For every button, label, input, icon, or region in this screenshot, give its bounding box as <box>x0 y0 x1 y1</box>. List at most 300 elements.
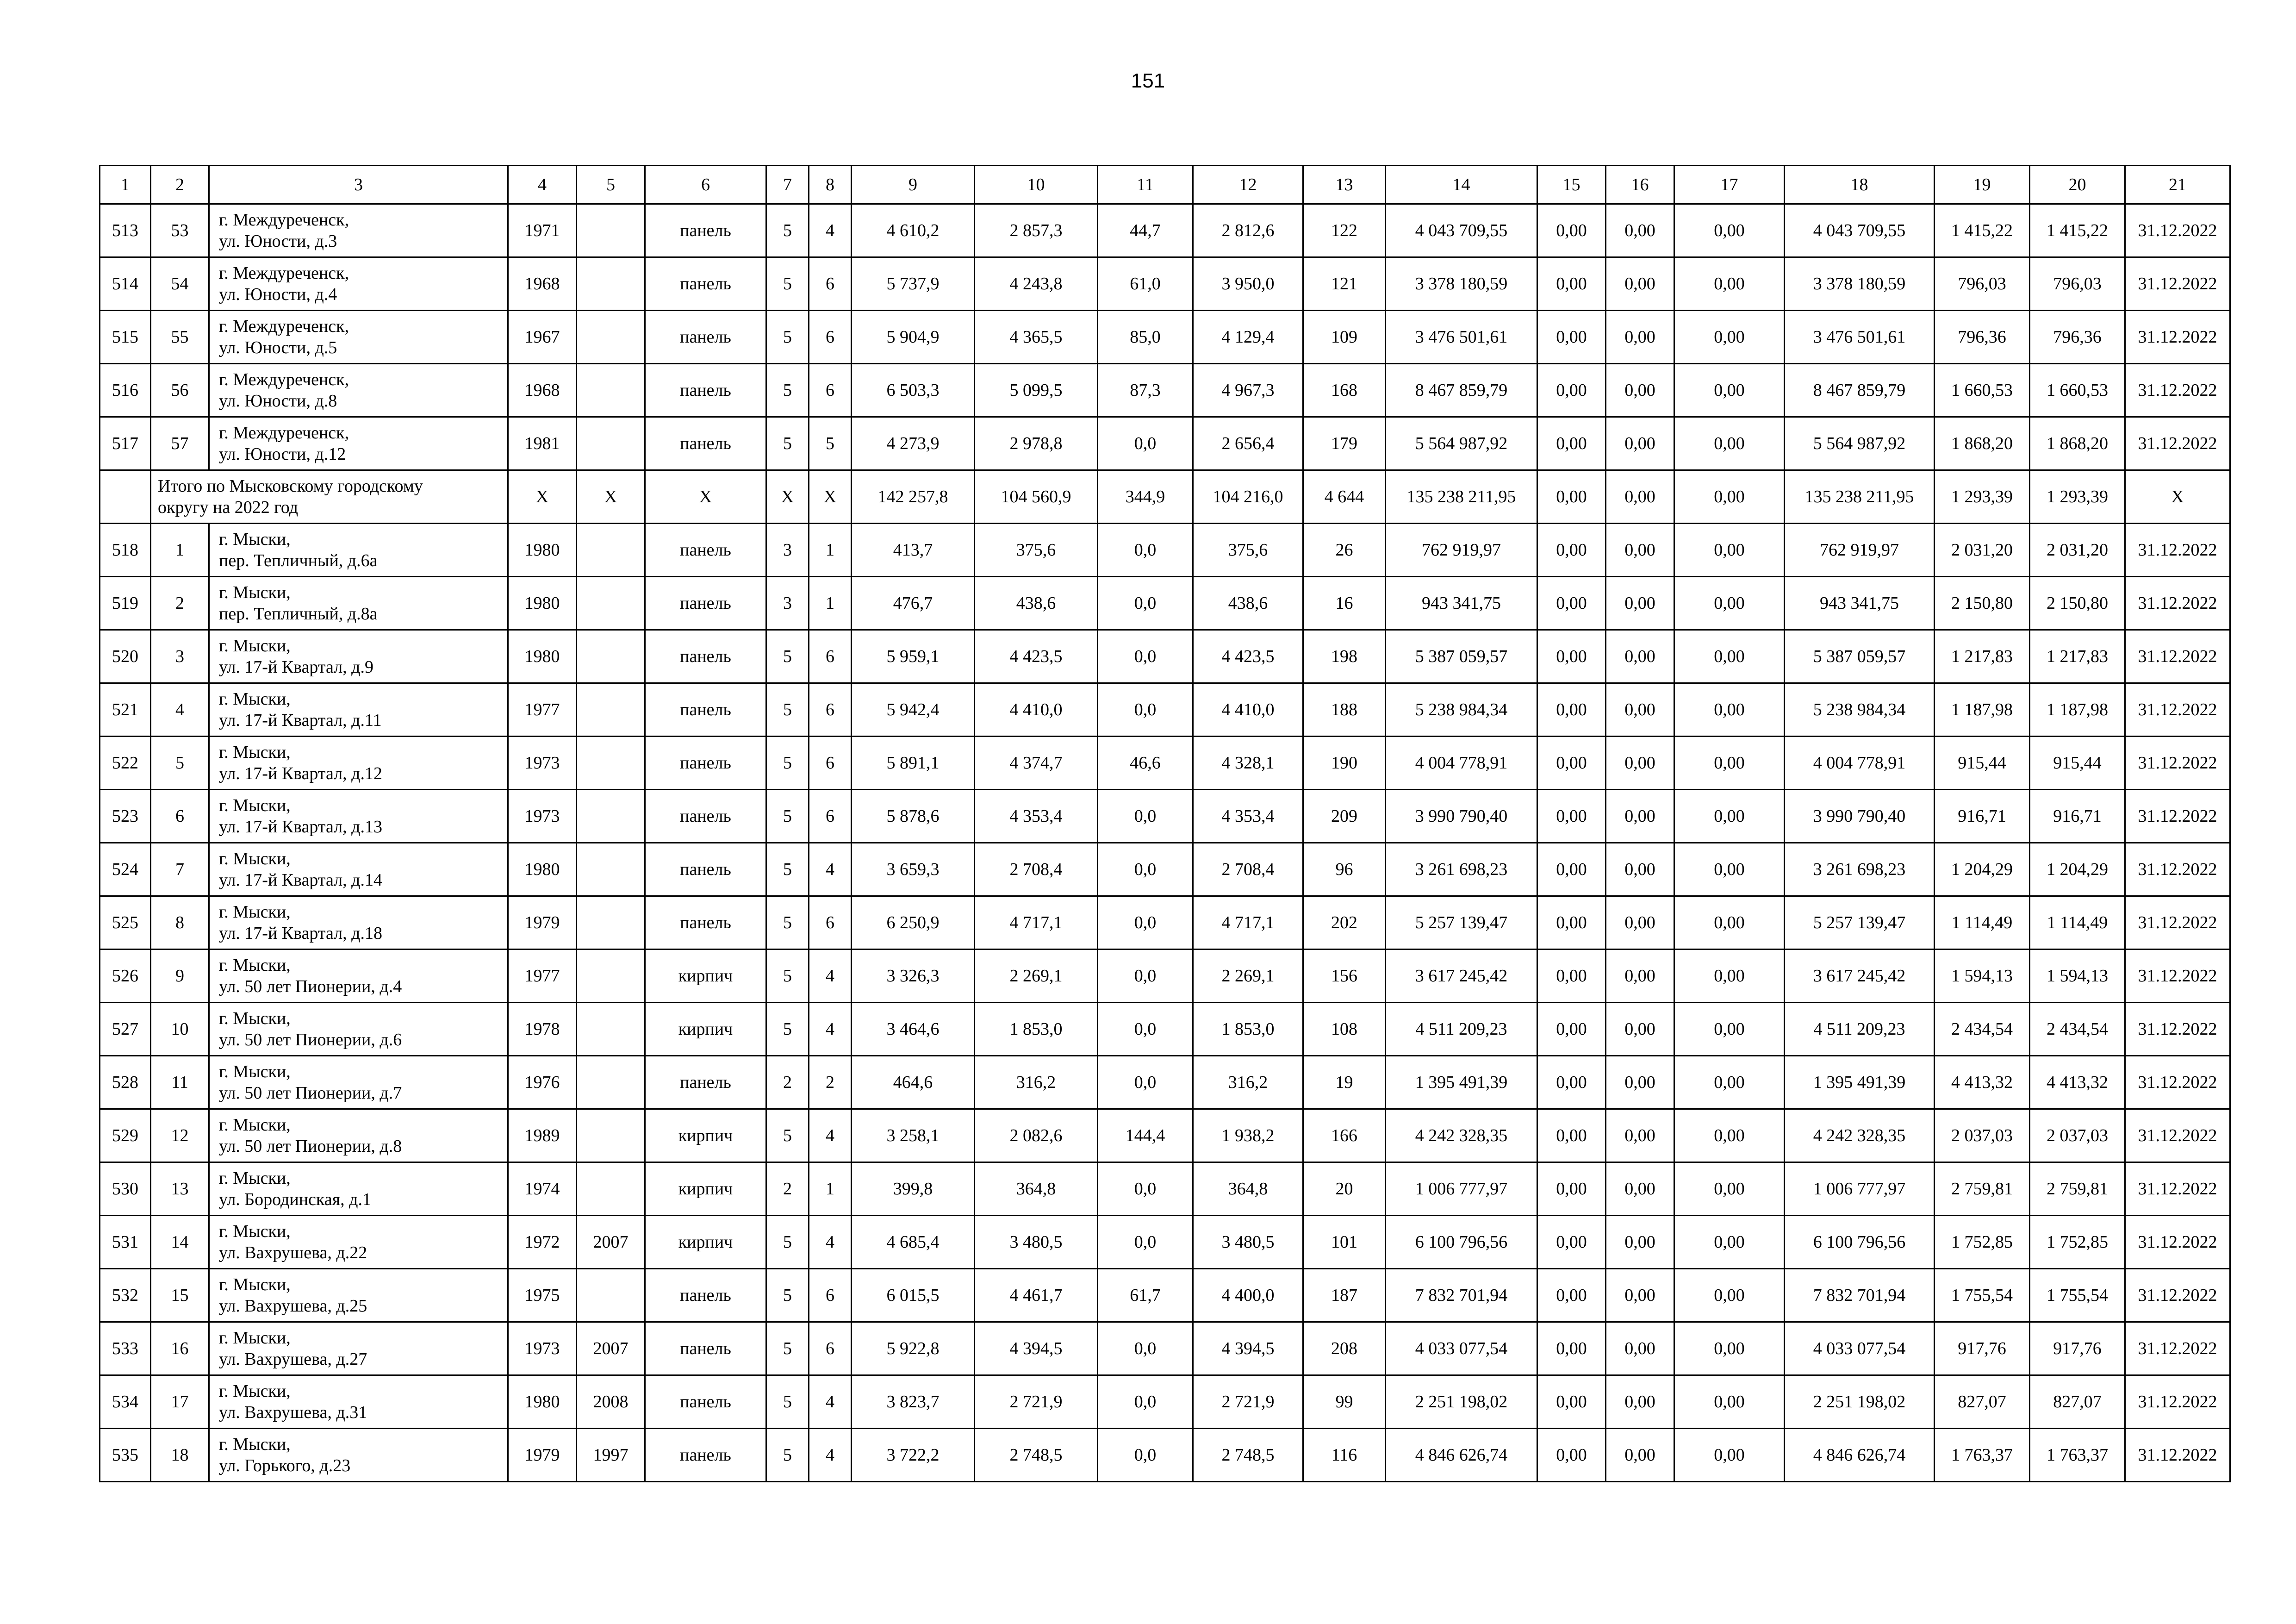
table-cell: 2 031,20 <box>1935 524 2030 577</box>
local-number-cell: 1 <box>151 524 209 577</box>
table-cell: 1975 <box>508 1269 577 1322</box>
table-cell: 4 <box>809 1003 852 1056</box>
address-city: г. Мыски, <box>219 1222 291 1241</box>
table-cell <box>577 577 645 630</box>
address-cell <box>209 896 508 949</box>
table-cell: 5 <box>766 364 809 417</box>
table-cell: 5 564 987,92 <box>1386 417 1537 470</box>
table-cell: 0,00 <box>1537 204 1606 257</box>
table-cell: 4 717,1 <box>975 896 1098 949</box>
address-cell <box>209 417 508 470</box>
table-cell: 31.12.2022 <box>2125 683 2230 737</box>
local-number-cell: 9 <box>151 949 209 1003</box>
summary-row <box>100 470 2230 524</box>
table-cell: 5 942,4 <box>852 683 975 737</box>
table-cell: 3 617 245,42 <box>1386 949 1537 1003</box>
address-street: ул. Юности, д.8 <box>219 391 337 411</box>
table-cell: 0,00 <box>1674 949 1785 1003</box>
address-street: ул. Вахрушева, д.22 <box>219 1243 367 1262</box>
table-cell: 1997 <box>577 1429 645 1482</box>
local-number-cell: 18 <box>151 1429 209 1482</box>
table-cell: 96 <box>1303 843 1386 896</box>
table-cell: 0,00 <box>1674 737 1785 790</box>
table-cell: 4 004 778,91 <box>1386 737 1537 790</box>
table-cell: панель <box>645 843 766 896</box>
table-cell: 31.12.2022 <box>2125 1216 2230 1269</box>
table-cell: 209 <box>1303 790 1386 843</box>
table-cell: 6 <box>809 790 852 843</box>
table-cell: 2 031,20 <box>2030 524 2125 577</box>
table-cell: 19 <box>1303 1056 1386 1109</box>
table-cell: 31.12.2022 <box>2125 1162 2230 1216</box>
table-cell: 31.12.2022 <box>2125 737 2230 790</box>
local-number-cell: 16 <box>151 1322 209 1375</box>
table-cell: 0,00 <box>1674 896 1785 949</box>
table-cell: 796,03 <box>2030 257 2125 311</box>
column-number: 15 <box>1537 166 1606 204</box>
column-number: 8 <box>809 166 852 204</box>
address-street: ул. Юности, д.12 <box>219 444 346 464</box>
table-cell: 109 <box>1303 311 1386 364</box>
table-cell: 5 257 139,47 <box>1386 896 1537 949</box>
table-cell: 6 100 796,56 <box>1785 1216 1935 1269</box>
table-cell: 0,00 <box>1674 1109 1785 1162</box>
table-cell: 0,00 <box>1606 1375 1674 1429</box>
table-cell <box>577 257 645 311</box>
table-cell: 1 006 777,97 <box>1386 1162 1537 1216</box>
table-cell: 0,00 <box>1537 1109 1606 1162</box>
local-number-cell: 6 <box>151 790 209 843</box>
table-cell: 187 <box>1303 1269 1386 1322</box>
table-cell: 4 365,5 <box>975 311 1098 364</box>
table-cell: 4 <box>809 949 852 1003</box>
table-cell: 0,00 <box>1674 577 1785 630</box>
table-cell: 2 656,4 <box>1193 417 1303 470</box>
row-number-cell: 529 <box>100 1109 151 1162</box>
summary-cell: 135 238 211,95 <box>1785 470 1935 524</box>
table-row <box>100 683 2230 737</box>
table-cell: 0,0 <box>1098 417 1193 470</box>
table-cell: 5 564 987,92 <box>1785 417 1935 470</box>
table-cell: 3 990 790,40 <box>1386 790 1537 843</box>
table-cell: 5 387 059,57 <box>1386 630 1537 683</box>
address-cell <box>209 311 508 364</box>
address-cell <box>209 1216 508 1269</box>
table-cell: кирпич <box>645 1109 766 1162</box>
summary-cell: 0,00 <box>1537 470 1606 524</box>
table-cell: 4 846 626,74 <box>1785 1429 1935 1482</box>
table-cell: 0,00 <box>1537 949 1606 1003</box>
address-cell <box>209 577 508 630</box>
table-cell: 1 594,13 <box>2030 949 2125 1003</box>
table-cell: 1 853,0 <box>1193 1003 1303 1056</box>
table-cell: панель <box>645 257 766 311</box>
table-cell: 1 <box>809 524 852 577</box>
table-cell: 4 243,8 <box>975 257 1098 311</box>
address-cell <box>209 257 508 311</box>
table-cell: 5 <box>766 1216 809 1269</box>
table-cell: 2 857,3 <box>975 204 1098 257</box>
table-row <box>100 896 2230 949</box>
table-cell: 0,00 <box>1537 257 1606 311</box>
table-cell: 4 967,3 <box>1193 364 1303 417</box>
table-cell: панель <box>645 1375 766 1429</box>
column-number: 13 <box>1303 166 1386 204</box>
table-cell: 0,00 <box>1537 1162 1606 1216</box>
table-row <box>100 737 2230 790</box>
table-cell: 1 763,37 <box>1935 1429 2030 1482</box>
table-cell: 5 737,9 <box>852 257 975 311</box>
table-cell: панель <box>645 683 766 737</box>
table-cell: 5 <box>766 1375 809 1429</box>
address-city: г. Мыски, <box>219 689 291 709</box>
table-cell: 0,00 <box>1537 311 1606 364</box>
local-number-cell: 54 <box>151 257 209 311</box>
table-cell: 31.12.2022 <box>2125 1269 2230 1322</box>
table-cell: 4 685,4 <box>852 1216 975 1269</box>
table-cell: 1976 <box>508 1056 577 1109</box>
table-cell: 4 <box>809 1109 852 1162</box>
address-cell <box>209 949 508 1003</box>
table-cell: 1972 <box>508 1216 577 1269</box>
table-cell: 8 467 859,79 <box>1785 364 1935 417</box>
table-cell: панель <box>645 1269 766 1322</box>
column-number: 6 <box>645 166 766 204</box>
table-cell: панель <box>645 577 766 630</box>
local-number-cell: 15 <box>151 1269 209 1322</box>
table-cell: 4 <box>809 843 852 896</box>
address-street: ул. 17-й Квартал, д.13 <box>219 817 383 837</box>
table-cell <box>577 524 645 577</box>
table-cell: 31.12.2022 <box>2125 1375 2230 1429</box>
column-number-row <box>100 166 2230 204</box>
table-cell: 2 759,81 <box>2030 1162 2125 1216</box>
table-cell <box>577 843 645 896</box>
table-cell: 4 <box>809 1429 852 1482</box>
table-cell: 2 708,4 <box>975 843 1098 896</box>
table-cell: 1 204,29 <box>2030 843 2125 896</box>
table-cell: 0,0 <box>1098 896 1193 949</box>
address-street: пер. Тепличный, д.8а <box>219 604 378 624</box>
local-number-cell: 3 <box>151 630 209 683</box>
table-cell: 2007 <box>577 1322 645 1375</box>
summary-empty-cell <box>100 470 151 524</box>
table-cell: 198 <box>1303 630 1386 683</box>
column-number: 9 <box>852 166 975 204</box>
table-cell: 31.12.2022 <box>2125 524 2230 577</box>
row-number-cell: 530 <box>100 1162 151 1216</box>
summary-cell: X <box>2125 470 2230 524</box>
address-cell <box>209 1003 508 1056</box>
table-cell: 4 242 328,35 <box>1785 1109 1935 1162</box>
table-cell: 0,00 <box>1674 790 1785 843</box>
table-cell: 4 511 209,23 <box>1386 1003 1537 1056</box>
summary-cell: 0,00 <box>1606 470 1674 524</box>
summary-cell: 104 216,0 <box>1193 470 1303 524</box>
table-cell: 4 <box>809 1375 852 1429</box>
table-cell: 0,00 <box>1537 790 1606 843</box>
table-cell: 2 082,6 <box>975 1109 1098 1162</box>
row-number-cell: 516 <box>100 364 151 417</box>
table-cell: 2 708,4 <box>1193 843 1303 896</box>
address-cell <box>209 364 508 417</box>
row-number-cell: 524 <box>100 843 151 896</box>
table-cell: 1980 <box>508 630 577 683</box>
row-number-cell: 520 <box>100 630 151 683</box>
table-cell: 1 660,53 <box>1935 364 2030 417</box>
column-number: 21 <box>2125 166 2230 204</box>
table-cell: 5 878,6 <box>852 790 975 843</box>
summary-label <box>151 470 508 524</box>
table-cell: 0,0 <box>1098 524 1193 577</box>
table-cell: 0,00 <box>1606 1162 1674 1216</box>
table-cell: 6 015,5 <box>852 1269 975 1322</box>
table-row <box>100 949 2230 1003</box>
address-cell <box>209 843 508 896</box>
table-row <box>100 1056 2230 1109</box>
table-cell <box>577 417 645 470</box>
address-street: ул. Вахрушева, д.25 <box>219 1296 367 1316</box>
summary-cell: 1 293,39 <box>2030 470 2125 524</box>
address-city: г. Мыски, <box>219 1115 291 1135</box>
summary-label-line1: Итого по Мысковскому городскому <box>158 476 423 496</box>
table-cell: 5 <box>766 311 809 364</box>
table-cell: 0,0 <box>1098 1322 1193 1375</box>
table-cell: 0,00 <box>1674 683 1785 737</box>
table-cell: 6 <box>809 896 852 949</box>
table-cell: 87,3 <box>1098 364 1193 417</box>
table-cell: 6 <box>809 737 852 790</box>
table-cell: 1980 <box>508 843 577 896</box>
table-cell: 0,00 <box>1606 1322 1674 1375</box>
table-cell: 0,00 <box>1674 311 1785 364</box>
table-cell: 0,00 <box>1674 843 1785 896</box>
row-number-cell: 528 <box>100 1056 151 1109</box>
summary-cell: X <box>766 470 809 524</box>
column-number: 7 <box>766 166 809 204</box>
address-city: г. Мыски, <box>219 956 291 975</box>
table-cell: 5 <box>809 417 852 470</box>
summary-cell: X <box>577 470 645 524</box>
table-cell: 0,0 <box>1098 949 1193 1003</box>
table-cell: 1971 <box>508 204 577 257</box>
table-cell: 1977 <box>508 683 577 737</box>
table-cell: 2 <box>766 1056 809 1109</box>
table-cell: 0,00 <box>1606 1269 1674 1322</box>
table-row <box>100 1162 2230 1216</box>
table-cell: 5 257 139,47 <box>1785 896 1935 949</box>
local-number-cell: 53 <box>151 204 209 257</box>
address-city: г. Мыски, <box>219 902 291 922</box>
table-cell <box>577 311 645 364</box>
column-number: 2 <box>151 166 209 204</box>
table-cell: 1979 <box>508 896 577 949</box>
table-cell: кирпич <box>645 949 766 1003</box>
table-cell: 31.12.2022 <box>2125 311 2230 364</box>
table-cell: 5 <box>766 1109 809 1162</box>
table-cell: 1 217,83 <box>1935 630 2030 683</box>
table-cell: 0,00 <box>1606 737 1674 790</box>
table-cell: 99 <box>1303 1375 1386 1429</box>
table-cell: 190 <box>1303 737 1386 790</box>
address-street: ул. 17-й Квартал, д.18 <box>219 924 383 943</box>
table-cell: 3 378 180,59 <box>1785 257 1935 311</box>
row-number-cell: 526 <box>100 949 151 1003</box>
address-street: ул. 17-й Квартал, д.9 <box>219 657 374 677</box>
column-number: 3 <box>209 166 508 204</box>
column-number: 1 <box>100 166 151 204</box>
table-cell: 0,00 <box>1606 257 1674 311</box>
table-cell: 917,76 <box>1935 1322 2030 1375</box>
table-cell: 1 204,29 <box>1935 843 2030 896</box>
address-city: г. Мыски, <box>219 1275 291 1294</box>
table-cell: 4 610,2 <box>852 204 975 257</box>
table-cell: 4 043 709,55 <box>1785 204 1935 257</box>
table-cell: 0,00 <box>1606 1109 1674 1162</box>
row-number-cell: 525 <box>100 896 151 949</box>
table-cell: панель <box>645 417 766 470</box>
table-cell: 1 752,85 <box>2030 1216 2125 1269</box>
table-cell: 1 <box>809 1162 852 1216</box>
table-cell: 476,7 <box>852 577 975 630</box>
table-cell: 0,00 <box>1606 311 1674 364</box>
table-cell: 2 150,80 <box>2030 577 2125 630</box>
table-row <box>100 1109 2230 1162</box>
table-cell: 917,76 <box>2030 1322 2125 1375</box>
table-cell: 4 423,5 <box>1193 630 1303 683</box>
address-cell <box>209 1375 508 1429</box>
table-cell: 0,00 <box>1537 1056 1606 1109</box>
table-row <box>100 257 2230 311</box>
table-row <box>100 204 2230 257</box>
table-row <box>100 1216 2230 1269</box>
row-number-cell: 531 <box>100 1216 151 1269</box>
table-cell: 0,00 <box>1537 1375 1606 1429</box>
column-number: 14 <box>1386 166 1537 204</box>
summary-cell: 344,9 <box>1098 470 1193 524</box>
table-cell: 5 <box>766 843 809 896</box>
row-number-cell: 513 <box>100 204 151 257</box>
table-cell: 2 269,1 <box>975 949 1098 1003</box>
table-cell: 0,00 <box>1537 683 1606 737</box>
address-cell <box>209 1269 508 1322</box>
address-street: ул. 50 лет Пионерии, д.6 <box>219 1030 402 1049</box>
table-cell: 364,8 <box>975 1162 1098 1216</box>
table-cell: 943 341,75 <box>1785 577 1935 630</box>
table-cell: 1 853,0 <box>975 1003 1098 1056</box>
table-cell: 762 919,97 <box>1785 524 1935 577</box>
address-cell <box>209 1322 508 1375</box>
column-number: 18 <box>1785 166 1935 204</box>
table-cell: 3 261 698,23 <box>1785 843 1935 896</box>
table-cell: 31.12.2022 <box>2125 204 2230 257</box>
table-cell: 44,7 <box>1098 204 1193 257</box>
address-street: пер. Тепличный, д.6а <box>219 551 378 570</box>
table-cell: кирпич <box>645 1003 766 1056</box>
local-number-cell: 14 <box>151 1216 209 1269</box>
table-cell: 8 467 859,79 <box>1386 364 1537 417</box>
column-number: 4 <box>508 166 577 204</box>
table-cell: 915,44 <box>1935 737 2030 790</box>
table-cell: 5 <box>766 737 809 790</box>
table-cell: 1973 <box>508 790 577 843</box>
table-cell: 4 273,9 <box>852 417 975 470</box>
table-cell: 31.12.2022 <box>2125 949 2230 1003</box>
table-cell: 4 <box>809 1216 852 1269</box>
table-cell: 1974 <box>508 1162 577 1216</box>
table-cell <box>577 204 645 257</box>
local-number-cell: 2 <box>151 577 209 630</box>
table-cell: панель <box>645 364 766 417</box>
table-cell: 2 721,9 <box>975 1375 1098 1429</box>
table-cell: 0,0 <box>1098 1162 1193 1216</box>
address-street: ул. Юности, д.5 <box>219 338 337 357</box>
table-cell: 0,00 <box>1537 737 1606 790</box>
table-cell: 2 978,8 <box>975 417 1098 470</box>
row-number-cell: 527 <box>100 1003 151 1056</box>
address-street: ул. Горького, д.23 <box>219 1456 351 1475</box>
local-number-cell: 57 <box>151 417 209 470</box>
table-cell: 5 959,1 <box>852 630 975 683</box>
table-cell: 0,00 <box>1606 790 1674 843</box>
table-cell: 6 <box>809 1322 852 1375</box>
table-cell: 3 <box>766 577 809 630</box>
address-city: г. Мыски, <box>219 1328 291 1348</box>
table-cell: 31.12.2022 <box>2125 417 2230 470</box>
table-cell: 1 868,20 <box>2030 417 2125 470</box>
row-number-cell: 515 <box>100 311 151 364</box>
table-cell: 116 <box>1303 1429 1386 1482</box>
table-row <box>100 311 2230 364</box>
table-row <box>100 630 2230 683</box>
table-cell: 3 <box>766 524 809 577</box>
address-street: ул. 50 лет Пионерии, д.4 <box>219 977 402 996</box>
table-cell: 0,00 <box>1606 524 1674 577</box>
table-cell: 2 037,03 <box>1935 1109 2030 1162</box>
table-cell: 0,00 <box>1674 630 1785 683</box>
table-cell: 0,0 <box>1098 1003 1193 1056</box>
table-cell: 6 100 796,56 <box>1386 1216 1537 1269</box>
table-cell: 3 659,3 <box>852 843 975 896</box>
table-row <box>100 1429 2230 1482</box>
table-cell: 2 037,03 <box>2030 1109 2125 1162</box>
table-cell: 202 <box>1303 896 1386 949</box>
table-cell <box>577 1056 645 1109</box>
table-cell: 6 <box>809 311 852 364</box>
address-cell <box>209 790 508 843</box>
table-cell: 31.12.2022 <box>2125 1003 2230 1056</box>
table-cell: 0,00 <box>1606 1003 1674 1056</box>
table-cell: 762 919,97 <box>1386 524 1537 577</box>
table-row <box>100 577 2230 630</box>
address-city: г. Междуреченск, <box>219 210 349 230</box>
table-cell: 1977 <box>508 949 577 1003</box>
table-cell: 4 423,5 <box>975 630 1098 683</box>
table-cell: 2 748,5 <box>1193 1429 1303 1482</box>
summary-cell: 1 293,39 <box>1935 470 2030 524</box>
column-number: 19 <box>1935 166 2030 204</box>
address-city: г. Мыски, <box>219 796 291 815</box>
table-cell: 5 <box>766 790 809 843</box>
table-cell: 1981 <box>508 417 577 470</box>
address-city: г. Междуреченск, <box>219 263 349 283</box>
table-cell: 3 480,5 <box>1193 1216 1303 1269</box>
local-number-cell: 10 <box>151 1003 209 1056</box>
local-number-cell: 5 <box>151 737 209 790</box>
table-cell: 3 464,6 <box>852 1003 975 1056</box>
table-cell: 16 <box>1303 577 1386 630</box>
row-number-cell: 518 <box>100 524 151 577</box>
